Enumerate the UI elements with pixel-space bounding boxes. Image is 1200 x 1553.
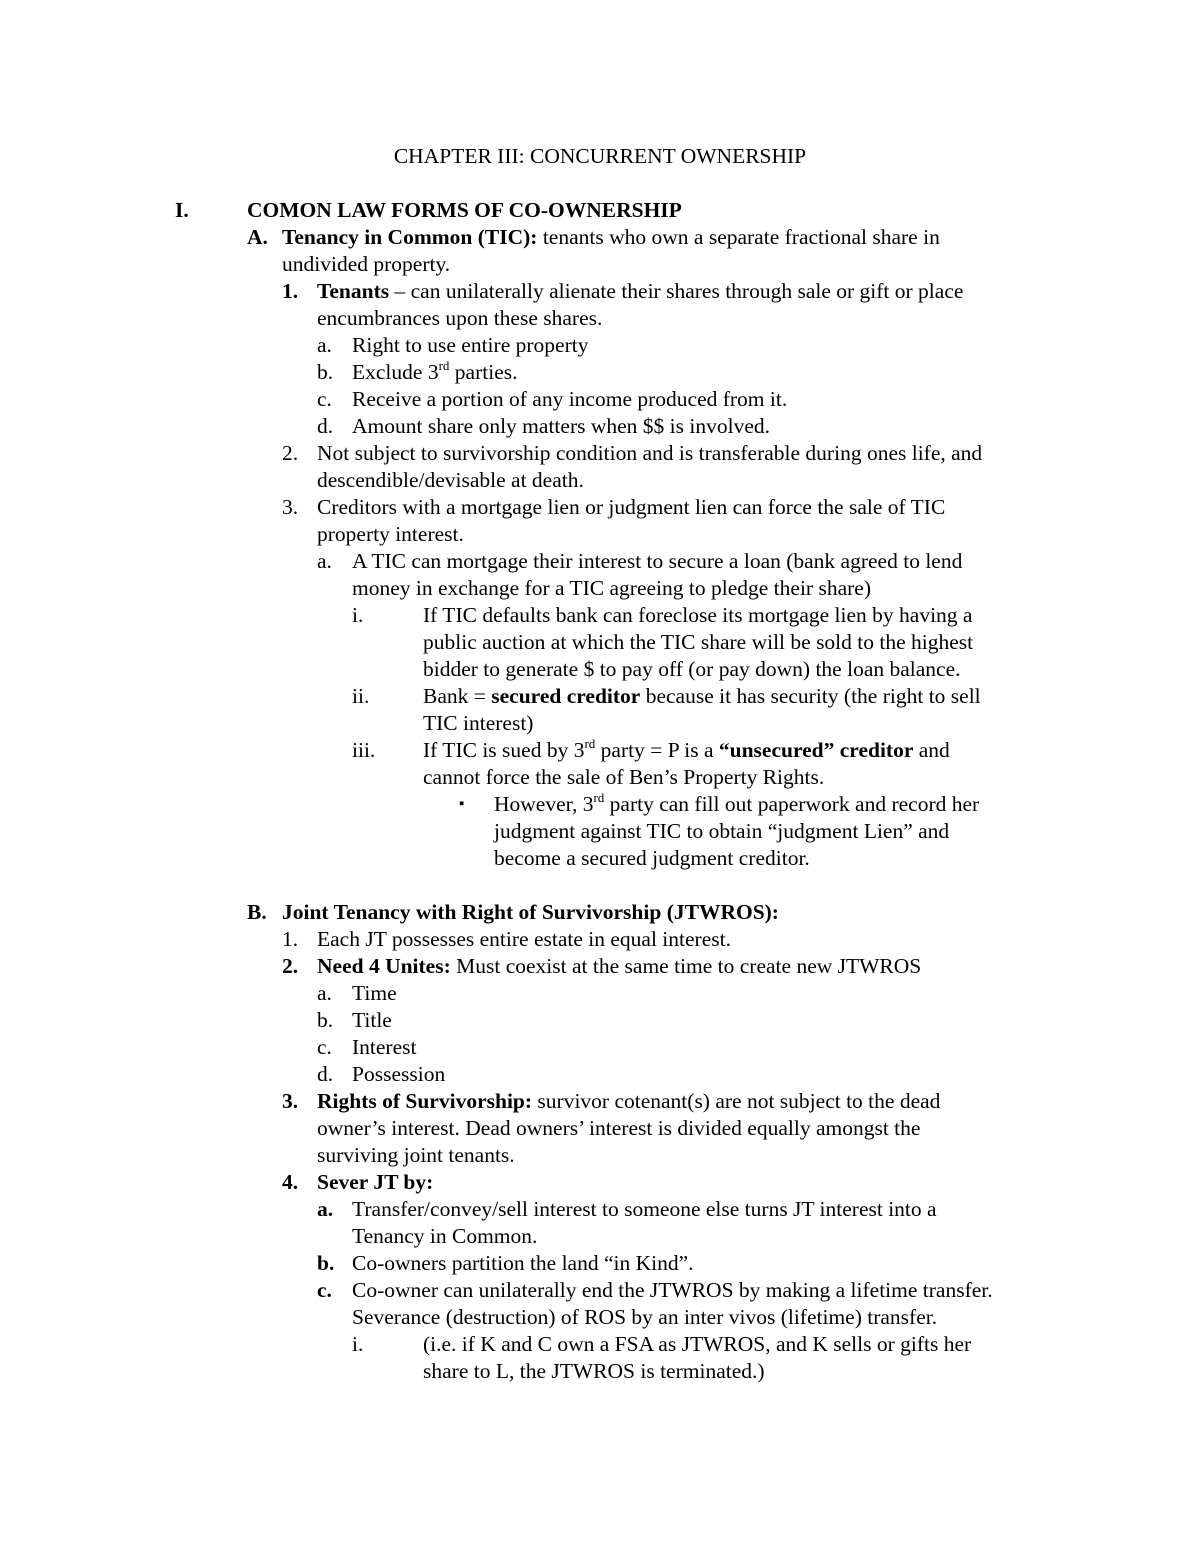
list-item: Tenants – can unilaterally alienate their shares through sale or gift or place [317,279,964,303]
list-item: Need 4 Unites: Must coexist at the same time to create new JTWROS [317,954,922,978]
list-marker: 2. [282,441,299,465]
list-marker: 1. [282,279,299,303]
section-heading: COMON LAW FORMS OF CO-OWNERSHIP [247,198,682,222]
list-item-cont: undivided property. [282,252,451,276]
list-marker: 2. [282,954,299,978]
list-item: A TIC can mortgage their interest to secure a loan (bank agreed to lend [352,549,963,573]
list-item: If TIC is sued by 3rd party = P is a “unsecured” creditor and [423,736,950,762]
list-marker: a. [317,1197,334,1221]
list-item: Exclude 3rd parties. [352,358,518,384]
list-item: Co-owner can unilaterally end the JTWROS by making a lifetime transfer. [352,1278,993,1302]
list-marker: i. [352,1332,364,1356]
subsection-heading: Joint Tenancy with Right of Survivorship (JTWROS): [282,900,779,924]
list-marker: b. [317,1251,335,1275]
list-item: Co-owners partition the land “in Kind”. [352,1251,694,1275]
list-marker: b. [317,360,334,384]
list-item-cont: share to L, the JTWROS is terminated.) [423,1359,765,1383]
list-marker: d. [317,414,334,438]
list-item: Title [352,1008,392,1032]
section-marker: I. [175,198,189,222]
list-item: Not subject to survivorship condition and is transferable during ones life, and [317,441,983,465]
list-item: Interest [352,1035,417,1059]
list-marker: 4. [282,1170,299,1194]
list-item: However, 3rd party can fill out paperwork and record her [494,790,980,816]
list-item-cont: surviving joint tenants. [317,1143,515,1167]
list-item: Transfer/convey/sell interest to someone else turns JT interest into a [352,1197,937,1221]
list-marker: A. [247,225,268,249]
list-item: Possession [352,1062,446,1086]
list-marker: iii. [352,738,376,762]
list-marker: B. [247,900,267,924]
list-item-cont: bidder to generate $ to pay off (or pay down) the loan balance. [423,657,961,681]
list-marker: c. [317,1278,332,1302]
list-item-cont: cannot force the sale of Ben’s Property Rights. [423,765,825,789]
list-item: Receive a portion of any income produced from it. [352,387,788,411]
list-item: Amount share only matters when $$ is involved. [352,414,770,438]
list-item: (i.e. if K and C own a FSA as JTWROS, and K sells or gifts her [423,1332,972,1356]
list-item-cont: encumbrances upon these shares. [317,306,603,330]
list-marker: c. [317,387,332,411]
list-marker: b. [317,1008,334,1032]
list-item-cont: become a secured judgment creditor. [494,846,810,870]
list-item: Each JT possesses entire estate in equal interest. [317,927,731,951]
list-item: Sever JT by: [317,1170,434,1194]
list-item: Rights of Survivorship: survivor cotenant(s) are not subject to the dead [317,1089,941,1113]
list-item-cont: Tenancy in Common. [352,1224,538,1248]
page-title: CHAPTER III: CONCURRENT OWNERSHIP [393,144,807,168]
list-marker: a. [317,333,332,357]
list-item-cont: TIC interest) [423,711,534,735]
list-marker: 1. [282,927,299,951]
list-marker: c. [317,1035,332,1059]
list-item: Right to use entire property [352,333,589,357]
list-item-cont: judgment against TIC to obtain “judgment Lien” and [494,819,950,843]
list-item: Tenancy in Common (TIC): tenants who own a separate fractional share in [282,225,940,249]
list-item-cont: public auction at which the TIC share will be sold to the highest [423,630,974,654]
list-marker: i. [352,603,364,627]
list-marker: ii. [352,684,370,708]
list-marker: a. [317,981,332,1005]
list-item: Time [352,981,397,1005]
list-item: Bank = secured creditor because it has security (the right to sell [423,684,981,708]
list-item-cont: property interest. [317,522,464,546]
list-item-cont: money in exchange for a TIC agreeing to pledge their share) [352,576,871,600]
list-item-cont: owner’s interest. Dead owners’ interest is divided equally amongst the [317,1116,921,1140]
list-marker: 3. [282,1089,299,1113]
list-marker: a. [317,549,332,573]
list-item-cont: Severance (destruction) of ROS by an inter vivos (lifetime) transfer. [352,1305,938,1329]
bullet-square-icon: ▪ [459,796,465,812]
list-marker: d. [317,1062,334,1086]
list-marker: 3. [282,495,299,519]
list-item-cont: descendible/devisable at death. [317,468,584,492]
list-item: If TIC defaults bank can foreclose its mortgage lien by having a [423,603,973,627]
list-item: Creditors with a mortgage lien or judgment lien can force the sale of TIC [317,495,946,519]
